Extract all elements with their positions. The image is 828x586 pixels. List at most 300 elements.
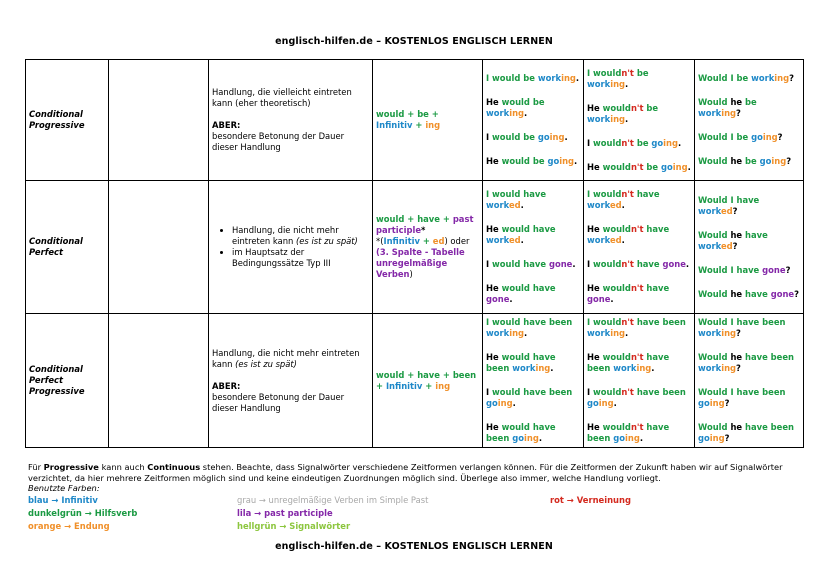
text-segment: go: [759, 156, 772, 166]
legend-item: lila → past participle: [237, 508, 333, 518]
text-segment: would: [593, 317, 622, 327]
example-sentence: [587, 352, 691, 374]
text-segment: .: [610, 294, 614, 304]
formula-line: [376, 120, 479, 131]
text-segment: (: [376, 247, 380, 257]
text-segment: go: [512, 433, 524, 443]
text-segment: he: [727, 352, 746, 362]
text-segment: .: [524, 108, 528, 118]
negative-examples: [584, 60, 695, 181]
text-segment: unregelmäßige: [376, 258, 448, 268]
legend-item: blau → Infinitiv: [28, 495, 98, 505]
text-segment: ed: [609, 200, 622, 210]
text-segment: ?: [785, 264, 791, 275]
signal-words-cell: [109, 60, 209, 181]
text-segment: n't: [630, 224, 644, 234]
text-segment: work: [512, 363, 536, 373]
text-segment: ing: [425, 120, 441, 130]
text-segment: work: [486, 235, 509, 245]
example-sentence: [698, 352, 800, 374]
text-segment: would: [593, 387, 622, 397]
example-sentence: [698, 265, 800, 276]
text-segment: gone: [770, 288, 795, 299]
negative-examples: [584, 181, 695, 314]
example-sentence: [486, 73, 580, 84]
text-segment: I: [727, 317, 737, 327]
text-segment: ?: [794, 288, 799, 299]
text-segment: he: [727, 156, 746, 166]
text-segment: would have: [501, 224, 556, 234]
text-segment: ing: [610, 113, 626, 124]
tense-name: Conditional Perfect: [26, 181, 109, 314]
text-segment: would: [602, 352, 631, 362]
text-segment: be: [643, 102, 659, 113]
text-segment: .: [575, 73, 580, 83]
text-segment: would: [602, 161, 631, 172]
example-sentence: [698, 73, 800, 84]
text-segment: Infinitiv: [376, 120, 413, 130]
text-segment: work: [486, 328, 510, 338]
text-segment: He: [486, 224, 502, 234]
example-sentence: [587, 387, 691, 409]
text-segment: work: [698, 240, 721, 251]
text-segment: n't: [621, 189, 634, 199]
text-segment: n't: [621, 67, 634, 78]
example-sentence: [587, 68, 691, 90]
text-segment: have been: [587, 422, 670, 443]
text-segment: ?: [786, 156, 792, 166]
text-segment: would have: [492, 189, 547, 199]
text-segment: work: [587, 235, 610, 245]
text-segment: Would: [698, 194, 728, 205]
text-segment: (es ist zu spät): [235, 358, 297, 369]
text-segment: ing: [509, 108, 525, 118]
text-segment: He: [486, 97, 502, 107]
example-sentence: [486, 387, 580, 409]
text-segment: He: [587, 161, 603, 172]
text-segment: He: [587, 283, 603, 293]
example-sentence: [698, 317, 800, 339]
tense-name: Conditional Progressive: [26, 60, 109, 181]
text-segment: ed: [508, 235, 521, 245]
text-segment: ing: [721, 328, 737, 338]
list-item: [232, 247, 369, 269]
text-segment: ing: [709, 398, 725, 408]
formula-cell: [373, 181, 483, 314]
example-sentence: [587, 103, 691, 125]
text-segment: ing: [625, 433, 640, 443]
text-segment: Continuous: [147, 462, 201, 472]
text-segment: gone: [762, 264, 786, 275]
text-segment: ing: [636, 363, 652, 373]
question-examples: [695, 60, 804, 181]
text-segment: would have been: [486, 422, 556, 443]
text-segment: work: [537, 73, 562, 83]
text-segment: go: [698, 433, 710, 443]
list-item: [232, 225, 369, 247]
text-segment: ing: [559, 156, 575, 166]
example-sentence: [486, 132, 580, 143]
text-segment: Handlung, die nicht mehr eintreten kann: [212, 347, 360, 369]
text-segment: I: [727, 387, 737, 397]
formula-line: [376, 269, 479, 280]
positive-examples: [483, 314, 584, 448]
text-segment: Für: [28, 462, 44, 472]
text-segment: ing: [524, 433, 539, 443]
text-segment: .: [687, 161, 691, 172]
text-segment: go: [698, 398, 710, 408]
text-segment: would: [602, 102, 631, 113]
text-segment: be: [745, 97, 757, 107]
text-segment: .: [625, 113, 629, 124]
text-segment: Would: [698, 288, 728, 299]
text-segment: n't: [621, 387, 634, 397]
text-segment: 3. Spalte - Tabelle: [379, 247, 465, 257]
text-segment: Would: [698, 352, 728, 362]
text-segment: Progressive: [43, 462, 99, 472]
text-segment: I: [486, 259, 493, 269]
text-segment: .: [550, 363, 554, 373]
text-segment: would: [602, 283, 631, 293]
text-segment: ing: [663, 137, 678, 148]
text-segment: +: [404, 214, 418, 224]
text-segment: have: [633, 189, 660, 199]
text-segment: be: [633, 137, 649, 148]
example-sentence: [698, 422, 800, 444]
text-segment: He: [486, 156, 502, 166]
text-segment: Would: [698, 97, 728, 107]
text-segment: He: [486, 352, 502, 362]
text-segment: would be: [492, 132, 535, 142]
text-segment: I: [587, 67, 594, 78]
signal-words-cell: [109, 314, 209, 448]
text-segment: have: [745, 288, 768, 299]
text-segment: go: [660, 161, 673, 172]
text-segment: +: [412, 120, 426, 130]
text-segment: .: [685, 259, 690, 269]
example-sentence: [698, 132, 800, 143]
text-segment: work: [698, 328, 722, 338]
text-segment: would be: [492, 73, 535, 83]
text-segment: *: [421, 225, 426, 235]
negative-examples: [584, 314, 695, 448]
example-sentence: [698, 230, 800, 252]
text-segment: .: [574, 156, 578, 166]
text-segment: ing: [509, 328, 525, 338]
text-segment: ing: [721, 108, 737, 118]
text-segment: Would: [698, 132, 728, 142]
text-segment: n't: [630, 422, 644, 432]
text-segment: ?: [732, 240, 738, 251]
question-examples: [695, 314, 804, 448]
text-segment: Would: [698, 156, 728, 166]
text-segment: have: [736, 264, 760, 275]
text-segment: n't: [621, 317, 634, 327]
text-segment: ing: [721, 363, 737, 373]
text-segment: would: [602, 422, 631, 432]
text-segment: .: [538, 433, 543, 443]
text-segment: have: [736, 194, 760, 205]
text-segment: would: [593, 137, 622, 148]
text-segment: ?: [789, 73, 794, 83]
text-segment: be: [736, 73, 749, 83]
text-segment: Handlung, die nicht mehr eintreten kann: [232, 225, 339, 246]
text-segment: .: [520, 200, 524, 210]
text-segment: .: [520, 235, 524, 245]
example-sentence: [587, 162, 691, 173]
colors-label: Benutzte Farben:: [28, 483, 100, 493]
text-segment: Verben: [376, 269, 410, 279]
text-segment: He: [587, 352, 603, 362]
question-examples: [695, 181, 804, 314]
text-segment: be: [417, 109, 429, 119]
text-segment: would: [602, 224, 631, 234]
text-segment: ing: [598, 398, 614, 408]
usage-bullets: [212, 225, 369, 269]
legend-item: dunkelgrün → Hilfsverb: [28, 508, 138, 518]
text-segment: work: [587, 78, 611, 89]
signal-words-cell: [109, 181, 209, 314]
text-segment: would: [376, 109, 405, 119]
text-segment: go: [613, 433, 625, 443]
text-segment: ing: [535, 363, 551, 373]
text-segment: would: [593, 67, 622, 78]
text-segment: ed: [720, 205, 733, 216]
text-segment: he: [727, 288, 746, 299]
text-segment: have: [417, 214, 440, 224]
text-segment: Would: [698, 317, 728, 327]
formula-line: [376, 236, 479, 247]
text-segment: .: [621, 200, 625, 210]
text-segment: kann auch: [98, 462, 148, 472]
text-segment: Infinitiv: [385, 380, 423, 391]
text-segment: would: [593, 259, 622, 269]
text-segment: have: [745, 229, 768, 240]
text-segment: participle: [376, 225, 422, 235]
text-segment: work: [613, 363, 637, 373]
text-segment: ing: [762, 132, 778, 142]
text-segment: ?: [736, 108, 741, 118]
formula-line: [376, 247, 479, 258]
text-segment: have: [643, 283, 670, 293]
text-segment: ing: [709, 433, 725, 443]
example-sentence: [698, 195, 800, 217]
text-segment: work: [698, 108, 722, 118]
example-sentence: [587, 259, 691, 270]
text-segment: work: [698, 205, 721, 216]
text-segment: he: [727, 422, 746, 432]
text-segment: ?: [724, 433, 730, 443]
text-segment: Would: [698, 264, 728, 275]
text-segment: would have been: [486, 352, 556, 373]
text-segment: .: [621, 235, 625, 245]
legend-item: hellgrün → Signalwörter: [237, 521, 351, 531]
text-segment: .: [639, 433, 644, 443]
text-segment: I: [727, 132, 737, 142]
text-segment: have been: [633, 317, 686, 327]
text-segment: would have been: [492, 387, 573, 397]
text-segment: ing: [771, 156, 787, 166]
text-segment: would: [376, 369, 405, 380]
formula-line: [376, 214, 479, 225]
text-segment: n't: [630, 283, 644, 293]
text-segment: Would: [698, 387, 728, 397]
text-segment: *(: [376, 236, 384, 246]
text-segment: be: [736, 132, 749, 142]
text-segment: work: [587, 200, 610, 210]
text-segment: I: [486, 73, 493, 83]
text-segment: ?: [777, 132, 783, 142]
text-segment: +: [428, 109, 439, 119]
text-segment: would be: [501, 97, 545, 107]
text-segment: Infinitiv: [383, 236, 420, 246]
notes-text: [28, 462, 803, 483]
text-segment: I: [727, 73, 737, 83]
text-segment: be: [745, 156, 757, 166]
text-segment: work: [751, 73, 775, 83]
formula-line: [376, 381, 479, 392]
example-sentence: [486, 224, 580, 246]
text-segment: +: [404, 369, 418, 380]
text-segment: ing: [672, 161, 688, 172]
text-segment: He: [486, 422, 502, 432]
text-segment: work: [486, 108, 510, 118]
text-segment: ?: [736, 328, 741, 338]
text-segment: be: [633, 67, 649, 78]
text-segment: go: [651, 137, 664, 148]
text-segment: n't: [630, 161, 644, 172]
text-segment: ing: [774, 73, 790, 83]
formula-line: [376, 370, 479, 381]
text-segment: I: [587, 317, 594, 327]
table-row: [26, 181, 804, 314]
text-segment: I: [587, 259, 594, 269]
text-segment: (es ist zu spät): [296, 236, 358, 246]
text-segment: go: [587, 398, 599, 408]
text-segment: +: [404, 109, 418, 119]
page-footer: englisch-hilfen.de – KOSTENLOS ENGLISCH LERNEN: [275, 541, 553, 552]
text-segment: ing: [610, 78, 626, 89]
example-sentence: [486, 97, 580, 119]
text-segment: work: [486, 200, 509, 210]
text-segment: He: [486, 283, 502, 293]
formula-line: [376, 258, 479, 269]
example-sentence: [698, 289, 800, 300]
example-sentence: [587, 224, 691, 246]
text-segment: have: [633, 259, 660, 269]
text-segment: im Hauptsatz der Bedingungssätze Typ III: [232, 247, 331, 268]
text-segment: go: [537, 132, 550, 142]
text-segment: ed: [720, 240, 733, 251]
text-segment: Would: [698, 422, 728, 432]
usage-cell: Handlung, die vielleicht eintreten kann (eher theoretisch) ABER: besondere Betonung der Dauer dieser Handlung: [209, 60, 373, 181]
text-segment: .: [625, 78, 629, 89]
formula-cell: [373, 314, 483, 448]
example-sentence: [587, 189, 691, 211]
example-sentence: [486, 283, 580, 305]
text-segment: ing: [435, 380, 451, 391]
text-segment: n't: [630, 102, 644, 113]
text-segment: he: [727, 229, 746, 240]
text-segment: ed: [609, 235, 622, 245]
text-segment: I: [486, 189, 493, 199]
text-segment: have been: [745, 422, 795, 432]
example-sentence: [587, 317, 691, 339]
example-sentence: [587, 138, 691, 149]
text-segment: gone: [662, 259, 686, 269]
text-segment: ): [409, 269, 413, 279]
text-segment: work: [587, 113, 611, 124]
text-segment: be: [643, 161, 659, 172]
text-segment: n't: [630, 352, 644, 362]
positive-examples: [483, 60, 584, 181]
text-segment: ?: [724, 398, 730, 408]
notes: [28, 462, 803, 494]
example-sentence: [486, 317, 580, 339]
text-segment: would: [376, 214, 405, 224]
text-segment: Would: [698, 229, 728, 240]
text-segment: .: [509, 294, 513, 304]
text-segment: ing: [497, 398, 513, 408]
text-segment: have been: [633, 387, 686, 397]
text-segment: go: [547, 156, 560, 166]
example-sentence: [698, 97, 800, 119]
text-segment: have: [643, 224, 670, 234]
text-segment: Would: [698, 73, 728, 83]
text-segment: .: [678, 137, 682, 148]
text-segment: .: [625, 328, 629, 338]
text-segment: ing: [561, 73, 576, 83]
text-segment: I: [727, 264, 737, 275]
legend-item: grau → unregelmäßige Verben im Simple Past: [237, 495, 429, 505]
text-segment: would be: [501, 156, 545, 166]
text-segment: n't: [621, 137, 634, 148]
text-segment: I: [587, 387, 594, 397]
text-segment: +: [376, 380, 386, 391]
text-segment: .: [651, 363, 655, 373]
text-segment: +: [422, 380, 436, 391]
text-segment: gone: [548, 259, 573, 269]
legend-item: orange → Endung: [28, 521, 110, 531]
text-segment: ed: [432, 236, 445, 246]
text-segment: gone: [587, 294, 611, 304]
text-segment: go: [486, 398, 498, 408]
text-segment: stehen. Beachte, dass Signalwörter verschiedene Zeitformen verlangen können. Für die Zeitformen der Zukunft haben wir auf Signalwörter verzichtet, da hier mehrere Zeitformen möglich sind und keine eindeutigen Zuordnungen möglich sind. Überlege also immer, welche Handlung vorliegt.: [28, 462, 783, 483]
page-header: englisch-hilfen.de – KOSTENLOS ENGLISCH LERNEN: [275, 36, 553, 47]
text-segment: +: [439, 369, 453, 380]
example-sentence: [486, 189, 580, 211]
text-segment: I: [486, 317, 493, 327]
text-segment: I: [587, 137, 594, 148]
text-segment: I: [727, 194, 737, 205]
positive-examples: [483, 181, 584, 314]
example-sentence: [486, 156, 580, 167]
text-segment: would have: [501, 283, 556, 293]
text-segment: have been: [736, 387, 786, 397]
tense-name: Conditional Perfect Progressive: [26, 314, 109, 448]
example-sentence: [698, 387, 800, 409]
text-segment: +: [419, 236, 433, 246]
text-segment: I: [486, 132, 493, 142]
example-sentence: [486, 352, 580, 374]
text-segment: work: [587, 328, 611, 338]
text-segment: work: [698, 363, 722, 373]
example-sentence: [698, 156, 800, 167]
text-segment: .: [564, 132, 568, 142]
text-segment: ed: [508, 200, 521, 210]
text-segment: .: [572, 259, 576, 269]
text-segment: have been: [736, 317, 786, 327]
